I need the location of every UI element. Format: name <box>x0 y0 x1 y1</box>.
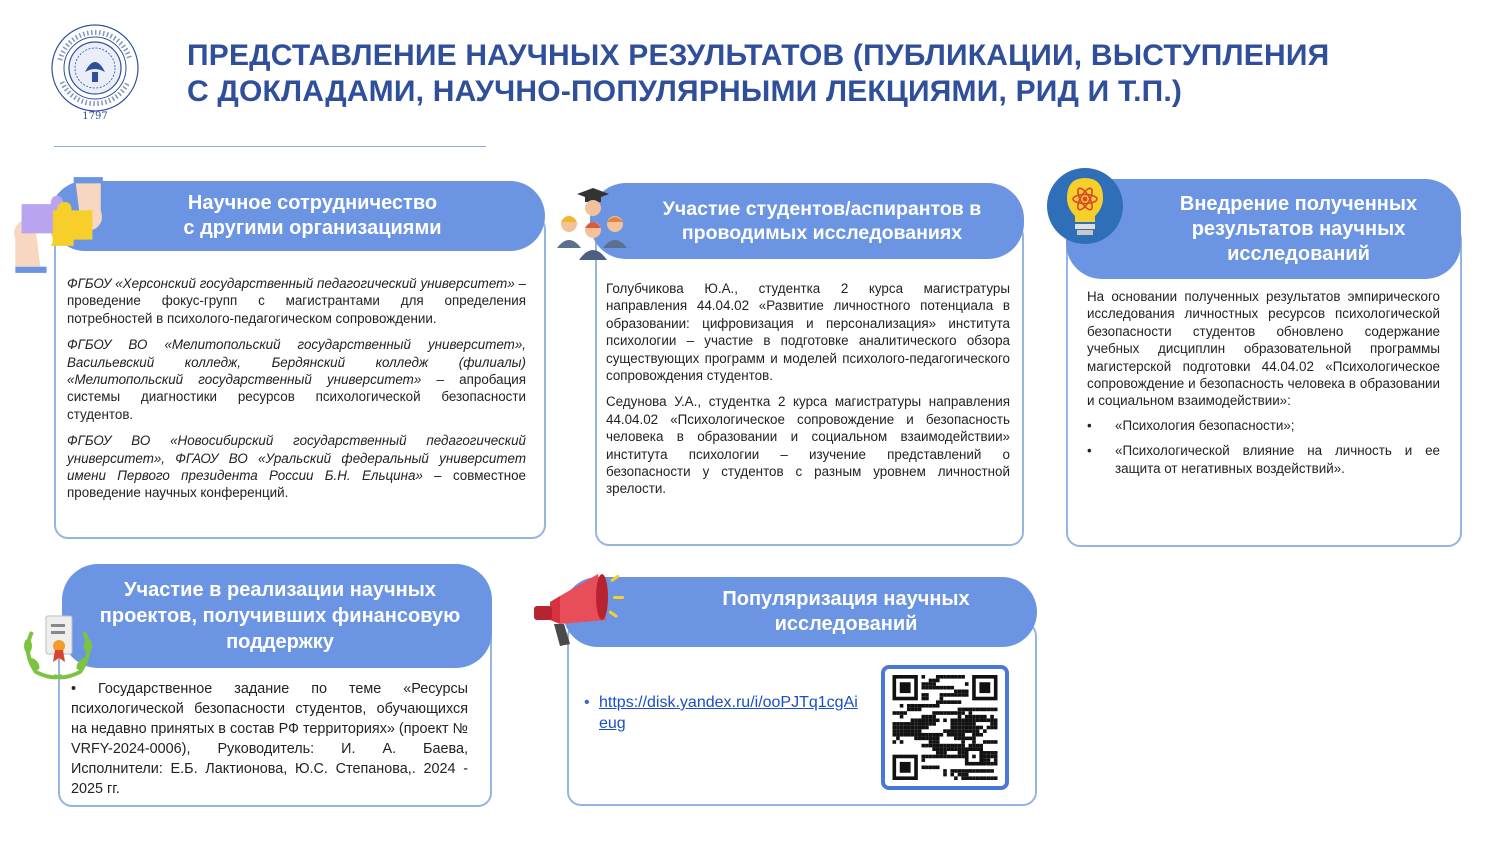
implementation-header <box>1066 179 1461 279</box>
title-divider <box>54 146 486 147</box>
implementation-text <box>1087 288 1440 485</box>
puzzle-hands-icon <box>4 175 110 275</box>
lightbulb-atom-icon <box>1045 166 1125 246</box>
cooperation-item: ФГБОУ ВО «Новосибирский государственный педагогический университет», ФГАОУ ВО «Уральский федеральный университет имени Первого президента России Б.Н. Ельцина» – совместное проведение научных конференций. <box>67 433 526 501</box>
projects-title-line-3: поддержку <box>226 631 334 653</box>
implementation-title-line-1: Внедрение полученных <box>1179 192 1418 215</box>
popularization-header <box>563 577 1037 647</box>
projects-title-line-1: Участие в реализации научных <box>124 579 436 601</box>
projects-text <box>71 679 468 799</box>
list-item: • «Психология безопасности»; <box>1087 417 1440 434</box>
implementation-title-line-3: исследований <box>1227 242 1370 265</box>
yandex-disk-link[interactable]: https://disk.yandex.ru/i/ooPJTq1cgAieug <box>599 694 858 732</box>
page-title <box>187 38 1447 110</box>
title-line-1: ПРЕДСТАВЛЕНИЕ НАУЧНЫХ РЕЗУЛЬТАТОВ (ПУБЛИКАЦИИ, ВЫСТУПЛЕНИЯ <box>187 39 1330 72</box>
title-line-2: С ДОКЛАДАМИ, НАУЧНО-ПОПУЛЯРНЫМИ ЛЕКЦИЯМИ, РИД И Т.П.) <box>187 75 1183 108</box>
cooperation-title-line-1: Научное сотрудничество <box>187 192 438 214</box>
logo-year: 1797 <box>82 111 108 122</box>
popularization-title-line-1: Популяризация научных <box>722 588 970 610</box>
cooperation-title-line-2: с другими организациями <box>183 217 442 239</box>
cooperation-text <box>67 275 526 511</box>
certificate-laurel-icon <box>18 612 98 680</box>
project-item: • Государственное задание по теме «Ресурсы психологической безопасности студентов, обучающихся на недавно принятых в состав РФ территориях» (проект № VRFY-2024-0006), Руководитель: И. А. Баева, Исполнители: Е.Б. Лактионова, Ю.С. Степанова,. 2024 - 2025 гг. <box>71 681 468 797</box>
popularization-title-line-2: исследований <box>774 613 918 635</box>
students-paragraph: Голубчикова Ю.А., студентка 2 курса магистратуры направления 44.04.02 «Развитие личностного потенциала в образовании: цифровизация и персонализация» института психологии – участие в подготовке аналитического обзора существующих программ и моделей психолого-педагогического сопровождения студентов. <box>606 281 1010 384</box>
projects-title-line-2: проектов, получивших финансовую <box>99 605 461 627</box>
university-logo <box>50 20 140 122</box>
list-item: • «Психологической влияние на личность и ее защита от негативных воздействий». <box>1087 442 1440 477</box>
link-bullet: • <box>584 694 590 711</box>
students-paragraph: Седунова У.А., студентка 2 курса магистратуры направления 44.04.02 «Психологическое сопровождение и безопасность человека в образовании и социальном взаимодействии» института психологии – изучение представлений о безопасности у студентов с разным уровнем личностной зрелости. <box>606 394 1010 497</box>
students-title-line-2: проводимых исследованиях <box>681 222 963 244</box>
qr-code-image <box>891 675 999 780</box>
cooperation-item: ФГБОУ ВО «Мелитопольский государственный университет», Васильевский колледж, Бердянский колледж (филиалы) «Мелитопольский государственный университет» – апробация системы диагностики ресурсов психологической безопасности студентов. <box>67 337 526 422</box>
students-text <box>606 280 1010 507</box>
megaphone-icon <box>526 566 626 650</box>
cooperation-item: ФГБОУ «Херсонский государственный педагогический университет» – проведение фокус-групп с магистрантами для определения потребностей в психолого-педагогическом сопровождении. <box>67 276 527 326</box>
projects-header <box>62 564 492 668</box>
cooperation-header <box>50 181 545 251</box>
students-group-icon <box>548 186 630 262</box>
students-header <box>590 183 1024 259</box>
implementation-intro: На основании полученных результатов эмпирического исследования личностных ресурсов психологической безопасности студентов обновлено содержание учебных дисциплин образовательной программы магистерской подготовки 44.04.02 «Психологическое сопровождение и безопасность человека в образовании и социальном взаимодействии»: <box>1087 289 1440 409</box>
students-title-line-1: Участие студентов/аспирантов в <box>662 198 982 220</box>
qr-code[interactable] <box>881 665 1009 790</box>
implementation-list <box>1087 417 1440 477</box>
implementation-title-line-2: результатов научных <box>1191 217 1406 240</box>
